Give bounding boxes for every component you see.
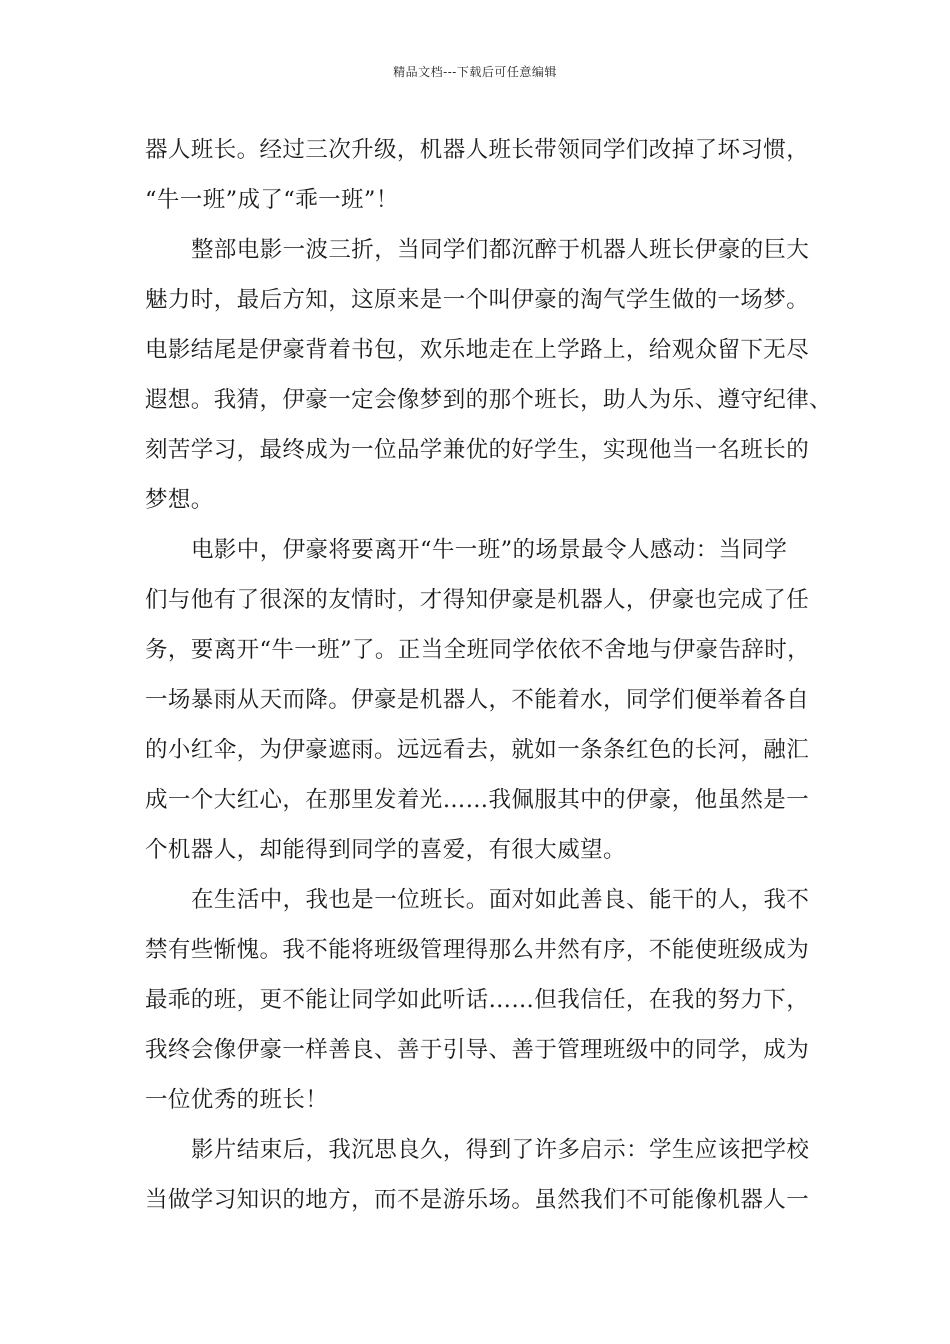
- text-line: 个机器人，却能得到同学的喜爱，有很大威望。: [145, 837, 626, 863]
- text-line: 遐想。我猜，伊豪一定会像梦到的那个班长，助人为乐、遵守纪律、: [145, 387, 833, 413]
- text-line: 梦想。: [145, 487, 214, 513]
- paragraph-first-line: 影片结束后，我沉思良久，得到了许多启示：学生应该把学校: [191, 1137, 810, 1163]
- document-body: [145, 125, 833, 1225]
- text-line: 我终会像伊豪一样善良、善于引导、善于管理班级中的同学，成为: [145, 1037, 810, 1063]
- text-line: 电影结尾是伊豪背着书包，欢乐地走在上学路上，给观众留下无尽: [145, 337, 810, 363]
- text-line: 最乖的班，更不能让同学如此听话……但我信任，在我的努力下，: [145, 987, 810, 1013]
- text-line: 魅力时，最后方知，这原来是一个叫伊豪的淘气学生做的一场梦。: [145, 287, 810, 313]
- text-line: 一场暴雨从天而降。伊豪是机器人，不能着水，同学们便举着各自: [145, 687, 810, 713]
- paragraph-first-line: 整部电影一波三折，当同学们都沉醉于机器人班长伊豪的巨大: [191, 237, 810, 263]
- text-line: 器人班长。经过三次升级，机器人班长带领同学们改掉了坏习惯，: [145, 137, 810, 163]
- paragraph-first-line: 在生活中，我也是一位班长。面对如此善良、能干的人，我不: [191, 887, 810, 913]
- text-line: 禁有些惭愧。我不能将班级管理得那么井然有序，不能使班级成为: [145, 937, 810, 963]
- text-line: 当做学习知识的地方，而不是游乐场。虽然我们不可能像机器人一: [145, 1187, 810, 1213]
- text-line: 务，要离开“牛一班”了。正当全班同学依依不舍地与伊豪告辞时，: [145, 637, 811, 663]
- text-line: 的小红伞，为伊豪遮雨。远远看去，就如一条条红色的长河，融汇: [145, 737, 810, 763]
- paragraph-first-line: 电影中，伊豪将要离开“牛一班”的场景最令人感动：当同学: [191, 537, 788, 563]
- text-line: 们与他有了很深的友情时，才得知伊豪是机器人，伊豪也完成了任: [145, 587, 810, 613]
- text-line: 刻苦学习，最终成为一位品学兼优的好学生，实现他当一名班长的: [145, 437, 810, 463]
- text-line: “牛一班”成了“乖一班”！: [145, 187, 399, 213]
- text-line: 成一个大红心，在那里发着光……我佩服其中的伊豪，他虽然是一: [145, 787, 810, 813]
- text-line: 一位优秀的班长！: [145, 1087, 329, 1113]
- page-header: 精品文档---下载后可任意编辑: [393, 65, 557, 79]
